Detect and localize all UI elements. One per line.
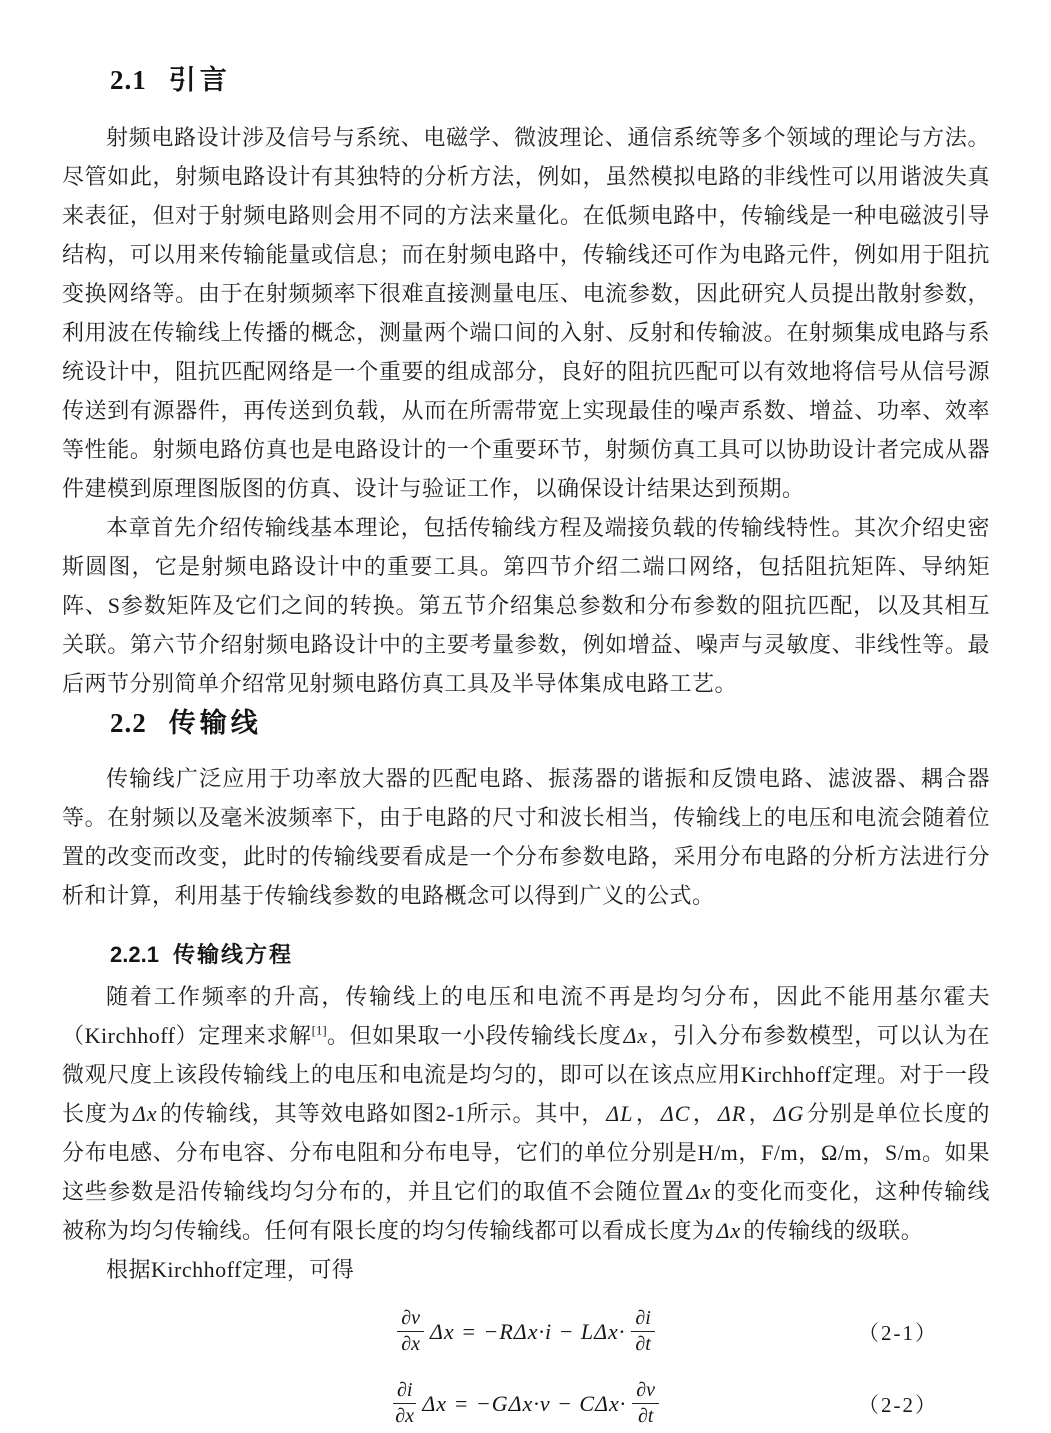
fraction-denominator: ∂t xyxy=(635,1333,651,1356)
text-segment: ΔR xyxy=(717,1100,747,1126)
fraction-denominator: ∂x xyxy=(401,1333,420,1356)
paragraph-kirchhoff-lead-in: 根据Kirchhoff定理，可得 xyxy=(106,1256,355,1282)
text-segment: ΔC xyxy=(660,1100,691,1126)
equation-2-1 xyxy=(62,1303,990,1361)
equation-number: （2-1） xyxy=(858,1320,938,1345)
fraction-numerator: ∂i xyxy=(393,1379,416,1404)
fraction-denominator: ∂t xyxy=(637,1405,654,1428)
section-number: 2.1 xyxy=(110,65,147,95)
text-segment: 随着工作频率的升高，传输线上的电压和电流不再是均匀分布，因此不能用基尔霍夫（Kirchhoff）定理来求解 xyxy=(62,983,990,1048)
text-segment: ΔG xyxy=(773,1100,805,1126)
equation-formula xyxy=(397,1307,655,1356)
subsection-number: 2.2.1 xyxy=(110,941,159,967)
text-segment: 分别是单位长度的分布电感、分布电容、分布电阻和分布电导，它们的单位分别是H/m，F/m，Ω/m，S/m。如果这些参数是沿传输线均匀分布的，并且它们的取值不会随位置 xyxy=(62,1100,990,1204)
equation-body: Δx = −GΔx·v − CΔx· xyxy=(422,1390,627,1416)
paragraph-intro-2: 本章首先介绍传输线基本理论，包括传输线方程及端接负载的传输线特性。其次介绍史密斯圆图，它是射频电路设计中的重要工具。第四节介绍二端口网络，包括阻抗矩阵、导纳矩阵、S参数矩阵及它们之间的转换。第五节介绍集总参数和分布参数的阻抗匹配，以及其相互关联。第六节介绍射频电路设计中的主要考量参数，例如增益、噪声与灵敏度、非线性等。最后两节分别简单介绍常见射频电路仿真工具及半导体集成电路工艺。 xyxy=(62,515,990,697)
text-segment: ΔL xyxy=(606,1100,634,1126)
fraction-numerator: ∂v xyxy=(397,1307,424,1332)
text-segment: ， xyxy=(748,1100,772,1126)
equation-formula xyxy=(393,1379,659,1428)
paragraph-intro-1: 射频电路设计涉及信号与系统、电磁学、微波理论、通信系统等多个领域的理论与方法。尽管如此，射频电路设计有其独特的分析方法，例如，虽然模拟电路的非线性可以用谐波失真来表征，但对于射频电路则会用不同的方法来量化。在低频电路中，传输线是一种电磁波引导结构，可以用来传输能量或信息；而在射频电路中，传输线还可作为电路元件，例如用于阻抗变换网络等。由于在射频频率下很难直接测量电压、电流参数，因此研究人员提出散射参数，利用波在传输线上传播的概念，测量两个端口间的入射、反射和传输波。在射频集成电路与系统设计中，阻抗匹配网络是一个重要的组成部分，良好的阻抗匹配可以有效地将信号从信号源传送到有源器件，再传送到负载，从而在所需带宽上实现最佳的噪声系数、增益、功率、效率等性能。射频电路仿真也是电路设计的一个重要环节，射频仿真工具可以协助设计者完成从器件建模到原理图版图的仿真、设计与验证工作，以确保设计结果达到预期。 xyxy=(62,125,990,502)
text-segment: ，引入分布参数模型，可以认为在微观尺度上该段传输线上的电压和电流是均匀的，即可以在该点应用Kirchhoff定理。对于一段长度为 xyxy=(62,1022,990,1126)
subsection-heading-2-2-1 xyxy=(110,943,990,967)
partial-fraction xyxy=(631,1307,654,1356)
section-title: 引言 xyxy=(168,65,231,95)
section-heading-2-1 xyxy=(110,66,990,94)
section-title: 传输线 xyxy=(168,708,262,739)
text-segment: [1] xyxy=(311,1022,327,1038)
text-segment: ， xyxy=(692,1100,716,1126)
equation-number: （2-2） xyxy=(858,1392,938,1417)
partial-fraction xyxy=(397,1307,424,1356)
section-heading-2-2 xyxy=(110,709,990,737)
text-segment: 。但如果取一小段传输线长度 xyxy=(326,1022,622,1048)
fraction-numerator: ∂i xyxy=(631,1307,654,1332)
text-segment: 的传输线的级联。 xyxy=(743,1217,924,1243)
text-segment: Δx xyxy=(132,1100,158,1126)
fraction-numerator: ∂v xyxy=(632,1379,659,1404)
partial-fraction xyxy=(632,1379,659,1428)
text-segment: 的变化而变化，这种传输线被称为均匀传输线。任何有限长度的均匀传输线都可以看成长度为 xyxy=(62,1178,990,1243)
paragraph-transmission-line: 传输线广泛应用于功率放大器的匹配电路、振荡器的谐振和反馈电路、滤波器、耦合器等。在射频以及毫米波频率下，由于电路的尺寸和波长相当，传输线上的电压和电流会随着位置的改变而改变，此时的传输线要看成是一个分布参数电路，采用分布电路的分析方法进行分析和计算，利用基于传输线参数的电路概念可以得到广义的公式。 xyxy=(62,765,990,908)
section-number: 2.2 xyxy=(110,708,147,739)
partial-fraction xyxy=(393,1379,416,1428)
text-segment: Δx xyxy=(623,1022,649,1048)
fraction-denominator: ∂x xyxy=(395,1405,415,1428)
equation-2-2 xyxy=(62,1375,990,1433)
text-segment: ， xyxy=(635,1100,659,1126)
paragraph-tl-equation xyxy=(62,977,990,1250)
text-segment: Δx xyxy=(686,1178,712,1204)
text-segment: Δx xyxy=(716,1217,742,1243)
text-segment: 的传输线，其等效电路如图2-1所示。其中， xyxy=(159,1100,605,1126)
equation-body: Δx = −RΔx·i − LΔx· xyxy=(429,1318,626,1344)
subsection-title: 传输线方程 xyxy=(172,941,293,967)
